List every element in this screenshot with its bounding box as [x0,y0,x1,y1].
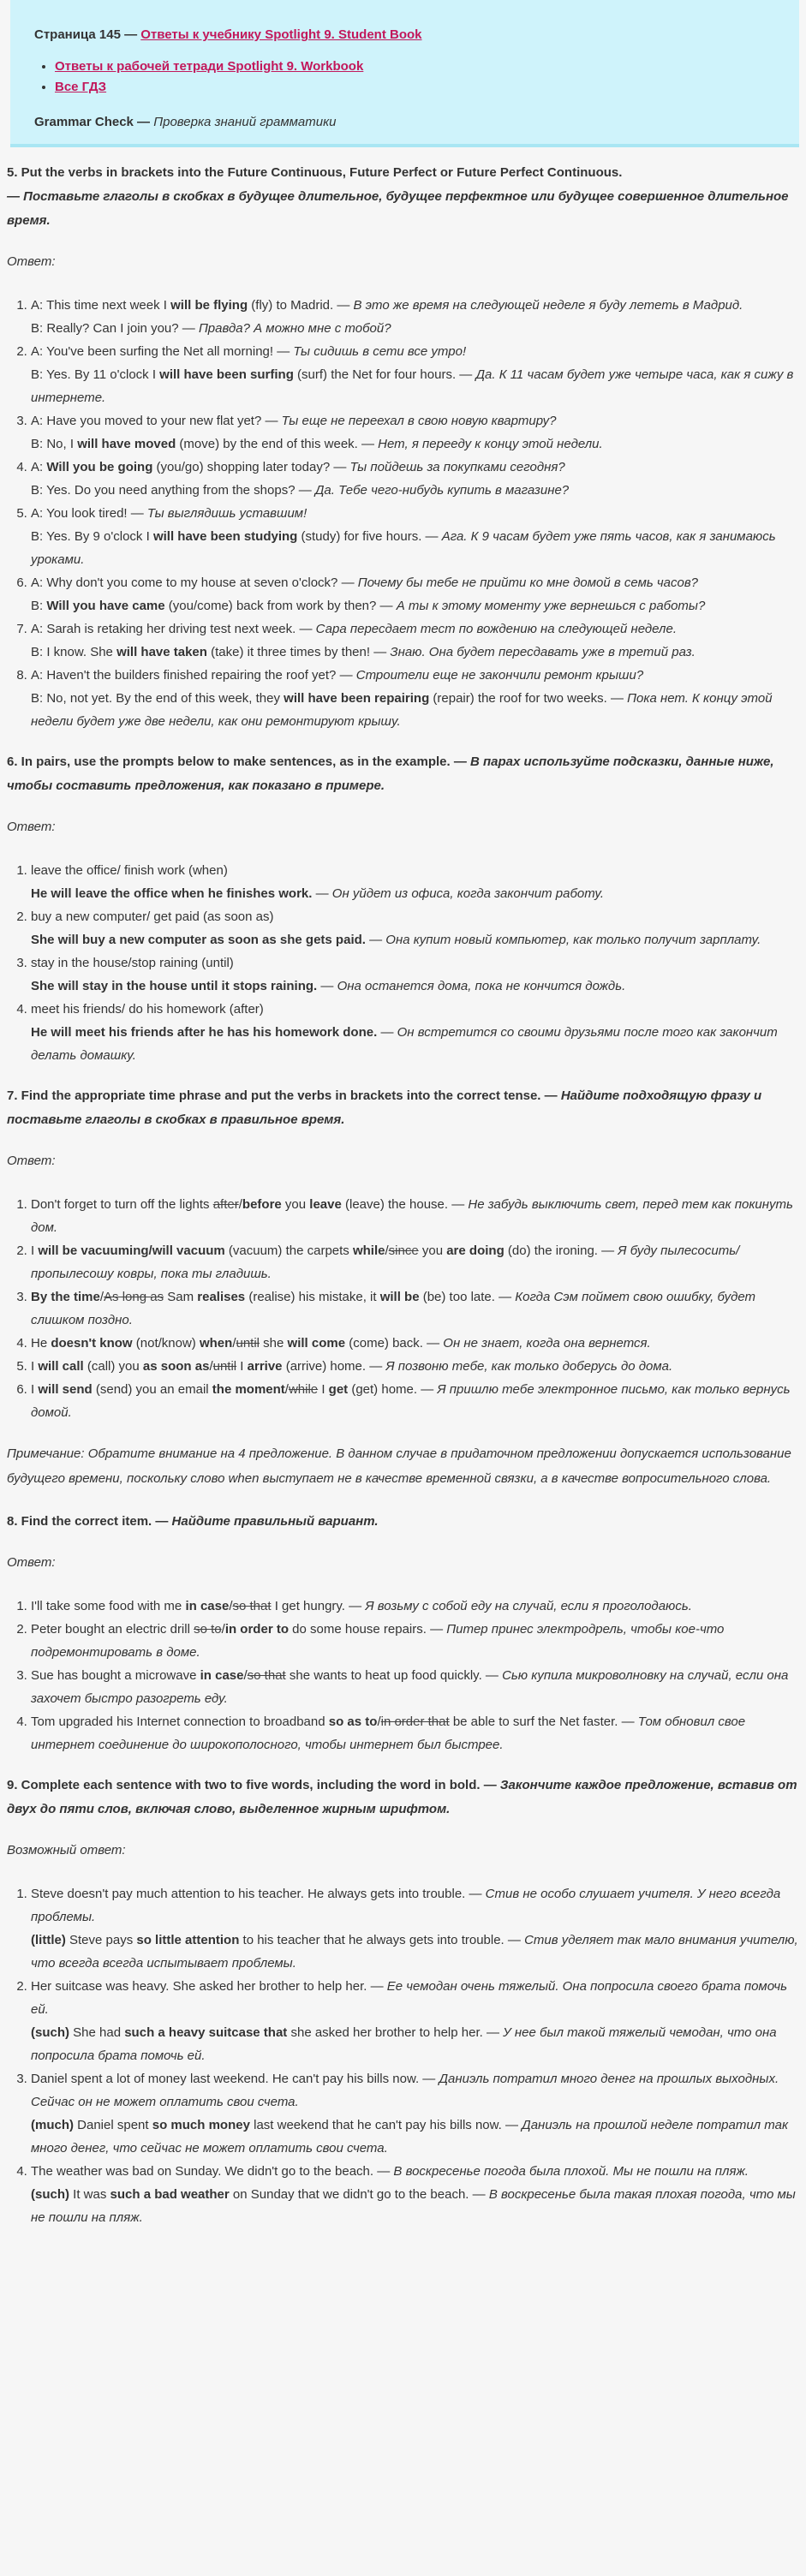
link-all-gdz[interactable]: Все ГДЗ [55,80,107,94]
text: The weather was bad on Sunday. We didn't go to the beach. — [31,2164,394,2179]
answer-word: as soon as [142,1359,210,1374]
text: B: No, I [31,437,78,451]
answer-word: arrive [247,1359,283,1374]
answer-line [31,975,799,998]
list-item [31,617,799,664]
original-sentence [31,1882,799,1929]
original-sentence [31,2160,799,2183]
answer-label: Возможный ответ: [7,1843,126,1857]
text: / [284,1382,289,1397]
crossed-out-word: so to [194,1622,222,1637]
crossed-out-word: As long as [104,1290,164,1304]
text: I get hungry. — [271,1599,366,1613]
text: I [31,1243,39,1258]
task-title-ru: В парах используйте подсказки, данные ниже, чтобы составить предложения, как показано в примере. [7,754,774,793]
list-item [31,571,799,617]
translation: Стив уделяет так мало внимания учителю, что всегда всегда испытывает проблемы. [31,1933,798,1971]
translation: Ага. К 9 часам будет уже пять часов, как я занимаюсь уроками. [31,529,776,567]
text: (fly) to Madrid. — [248,298,354,313]
text: to his teacher that he always gets into trouble. — [239,1933,525,1947]
translation: Пока нет. К концу этой недели будет уже две недели, как они ремонтируют крышу. [31,691,773,729]
answer-word: By the time [31,1290,100,1304]
answer-list [7,859,799,1067]
text: A: Why don't you come to my house at seven o'clock? — [31,575,358,590]
list-item [31,2160,799,2229]
text: / [377,1714,381,1729]
translation: А ты к этому моменту уже вернешься с работы? [396,599,706,613]
text: / [221,1622,225,1637]
line-b [31,687,799,733]
prompt: 4. meet his friends/ do his homework (after) [31,1002,264,1017]
translation: В воскресенье была такая плохая погода, что мы не пошли на пляж. [31,2187,796,2225]
answer-label: Ответ: [7,1555,56,1570]
text: A: [31,460,47,474]
answer-line [31,928,799,951]
task-8 [7,1510,799,1756]
text: (realise) his mistake, it [245,1290,380,1304]
answer-label: Ответ: [7,1154,56,1168]
list-item [31,1355,799,1378]
text: Daniel spent [74,2118,152,2132]
rewritten-sentence [31,1929,799,1975]
list-item [55,57,782,77]
answer-sentence: He will meet his friends after he has his homework done. [31,1025,378,1040]
text: Don't forget to turn off the lights [31,1197,213,1212]
list-item [31,998,799,1067]
translation: Он не знает, когда она вернется. [443,1336,651,1351]
grammar-check-title [34,113,782,132]
translation: Она купит новый компьютер, как только получит зарплату. [385,933,761,947]
line-a [31,664,799,687]
task-title-ru: Закончите каждое предложение, вставив от двух до пяти слов, включая слово, выделенное жирным шрифтом. [7,1778,797,1816]
translation: Даниэль потратил много денег на прошлых выходных. Сейчас он не может оплатить свои счета. [31,2072,779,2109]
text: (arrive) home. — [282,1359,386,1374]
line-a [31,456,799,479]
page-label: Страница 145 — [34,27,138,42]
answer-phrase: so much money [152,2118,250,2132]
text: (you/go) shopping later today? — [152,460,350,474]
task-7 [7,1084,799,1491]
text: she [260,1336,288,1351]
list-item [55,77,782,98]
text: / [229,1599,233,1613]
text: B: Yes. By 11 o'clock I [31,367,160,382]
text: — [377,1025,397,1040]
prompt: 3. stay in the house/stop raining (until) [31,956,234,970]
answer-phrase: so little attention [136,1933,240,1947]
task-title-en: 8. Find the correct item. — [7,1514,169,1529]
translation: Ее чемодан очень тяжелый. Она попросила своего брата помочь ей. [31,1979,788,2017]
text: on Sunday that we didn't go to the beach. — [229,2187,489,2202]
answer-word: while [352,1243,385,1258]
list-item [31,1710,799,1756]
prompt: 2. buy a new computer/ get paid (as soon as) [31,909,274,924]
list-item [31,905,799,951]
task-heading [7,161,799,233]
text: / [385,1243,389,1258]
translation: Я позвоню тебе, как только доберусь до дома. [385,1359,673,1374]
list-item [31,340,799,409]
answer-phrase: such a heavy suitcase that [124,2025,288,2040]
list-item [31,502,799,571]
crossed-out-word: so that [247,1668,286,1683]
translation: Сара пересдает тест по вождению на следующей неделе. [315,622,677,636]
text: Steve doesn't pay much attention to his teacher. He always gets into trouble. — [31,1887,486,1901]
text: (move) by the end of this week. — [176,437,379,451]
line-a [31,502,799,525]
task-heading [7,1774,799,1822]
translation: Даниэль на прошлой неделе потратил так много денег, что сейчас не может оплатить свои счета. [31,2118,789,2156]
list-item [31,1193,799,1239]
list-item [31,409,799,456]
text: B: I know. She [31,645,117,659]
text: A: You look tired! — [31,506,147,521]
text: Her suitcase was heavy. She asked her brother to help her. — [31,1979,387,1994]
text: B: Really? Can I join you? — [31,321,199,336]
translation: Ты выглядишь уставшим! [146,506,307,521]
answer-word: doesn't know [51,1336,133,1351]
text: she wants to heat up food quickly. — [285,1668,503,1683]
key-word: (such) [31,2187,69,2202]
link-student-book[interactable]: Ответы к учебнику Spotlight 9. Student Book [140,27,422,42]
answer-word: are doing [446,1243,504,1258]
text: she asked her brother to help her. — [287,2025,504,2040]
text: Sue has bought a microwave [31,1668,200,1683]
text: A: Haven't the builders finished repairing the roof yet? — [31,668,356,683]
text: / [238,1197,242,1212]
translation: Я буду пылесосить/пропылесошу ковры, пока ты гладишь. [31,1243,740,1281]
text: (repair) the roof for two weeks. — [429,691,628,706]
task-title-ru: — Поставьте глаголы в скобках в будущее длительное, будущее перфектное или будущее совершенное длительное время. [7,189,789,228]
text: (call) you [83,1359,143,1374]
translation: Стив не особо слушает учителя. У него всегда проблемы. [31,1887,781,1924]
task-6 [7,750,799,1067]
answer-phrase: such a bad weather [110,2187,230,2202]
translation: Он встретится со своими друзьями после того как закончит делать домашку. [31,1025,778,1063]
text: (send) you an email [92,1382,212,1397]
text: A: Have you moved to your new flat yet? — [31,414,282,428]
line-b [31,594,799,617]
text: / [99,1290,104,1304]
line-b [31,363,799,409]
text: I'll take some food with me [31,1599,186,1613]
translation: Правда? А можно мне с тобой? [198,321,391,336]
list-item [31,859,799,905]
task-title-en: 7. Find the appropriate time phrase and put the verbs in brackets into the correct tense. — [7,1088,558,1103]
text: — [365,933,386,947]
crossed-out-word: since [388,1243,419,1258]
answer-verb: will have been repairing [284,691,430,706]
text: be able to surf the Net faster. — [449,1714,638,1729]
answer-word: will be [379,1290,420,1304]
list-item [31,456,799,502]
answer-word: before [242,1197,282,1212]
list-item [31,1285,799,1332]
related-links [34,57,782,98]
key-word: (such) [31,2025,69,2040]
crossed-out-word: while [288,1382,319,1397]
answer-verb: will have taken [116,645,207,659]
answer-verb: Will you be going [46,460,153,474]
translation: У нее был такой тяжелый чемодан, что она попросила брата помочь ей. [31,2025,777,2063]
translation: Почему бы тебе не прийти ко мне домой в семь часов? [357,575,699,590]
text: A: Sarah is retaking her driving test next week. — [31,622,316,636]
text: (not/know) [132,1336,200,1351]
answer-word: leave [309,1197,342,1212]
text: I [318,1382,329,1397]
answer-list [7,1595,799,1756]
key-word: (much) [31,2118,74,2132]
list-item [31,1378,799,1424]
list-item [31,664,799,733]
text: He [31,1336,51,1351]
rewritten-sentence [31,2021,799,2067]
line-b [31,641,799,664]
text: last weekend that he can't pay his bills now. — [249,2118,522,2132]
answer-sentence: She will buy a new computer as soon as she gets paid. [31,933,366,947]
answer-list [7,1193,799,1424]
answer-line [31,1021,799,1067]
answer-word: so as to [328,1714,378,1729]
text: B: Yes. Do you need anything from the shops? — [31,483,315,498]
translation: Да. К 11 часам будет уже четыре часа, как я сижу в интернете. [31,367,794,405]
text: (study) for five hours. — [297,529,442,544]
text: (be) too late. — [419,1290,516,1304]
list-item [31,2067,799,2160]
answer-label: Ответ: [7,254,56,269]
rewritten-sentence [31,2183,799,2229]
list-item [31,1618,799,1664]
text: (come) back. — [345,1336,444,1351]
answer-verb: Will you have came [46,599,165,613]
text: (take) it three times by then! — [206,645,391,659]
translation: Нет, я перееду к концу этой недели. [378,437,603,451]
prompt: 1. leave the office/ finish work (when) [31,863,228,878]
translation: Я возьму с собой еду на случай, если я проголодаюсь. [365,1599,692,1613]
link-workbook[interactable]: Ответы к рабочей тетради Spotlight 9. Workbook [55,59,364,74]
translation: Ты еще не переехал в свою новую квартиру? [281,414,557,428]
note: Примечание: Обратите внимание на 4 предложение. В данном случае в придаточном предложении допускается использование будущего времени, поскольку слово when выступает не в качестве временной связки, а в качестве вопросительного слова. [7,1446,791,1486]
list-item [31,1239,799,1285]
line-b [31,479,799,502]
translation: Она останется дома, пока не кончится дождь. [337,979,626,993]
text: (you/come) back from work by then? — [164,599,397,613]
answer-list [7,1882,799,2229]
answer-verb: will be flying [170,298,248,313]
answer-word: in case [185,1599,230,1613]
text: you [418,1243,447,1258]
text: B: Yes. By 9 o'clock I [31,529,153,544]
text: Sam [164,1290,198,1304]
translation: Знаю. Она будет пересдавать уже в третий раз. [390,645,696,659]
key-word: (little) [31,1933,66,1947]
info-box [10,0,799,147]
list-item [31,1664,799,1710]
translation: Том обновил свое интернет соединение до широкополосного, чтобы интернет был быстрее. [31,1714,746,1752]
text: — [317,979,337,993]
answer-word: in order to [224,1622,289,1637]
text: / [243,1668,248,1683]
list-item [31,1595,799,1618]
task-9 [7,1774,799,2229]
translation: Да. Тебе чего-нибудь купить в магазине? [314,483,570,498]
translation: Не забудь выключить свет, перед тем как покинуть дом. [31,1197,793,1235]
text: (get) home. — [348,1382,438,1397]
answer-verb: will have moved [77,437,176,451]
text: Peter bought an electric drill [31,1622,194,1637]
translation: Он уйдет из офиса, когда закончит работу. [331,886,605,901]
text: do some house repairs. — [288,1622,447,1637]
text: I [236,1359,248,1374]
list-item [31,1882,799,1975]
text: / [209,1359,213,1374]
crossed-out-word: after [212,1197,239,1212]
answer-sentence: He will leave the office when he finishes work. [31,886,313,901]
original-sentence [31,2067,799,2114]
text: I [31,1382,39,1397]
answer-word: will send [38,1382,93,1397]
answer-verb: will have been surfing [159,367,294,382]
text: Daniel spent a lot of money last weekend. He can't pay his bills now. — [31,2072,439,2086]
task-title-ru: Найдите правильный вариант. [171,1514,379,1529]
line-b [31,525,799,571]
crossed-out-word: until [212,1359,237,1374]
answer-word: when [199,1336,233,1351]
crossed-out-word: so that [232,1599,272,1613]
task-heading [7,750,799,798]
text: A: This time next week I [31,298,171,313]
answer-word: will call [38,1359,84,1374]
translation: Ты пойдешь за покупками сегодня? [349,460,565,474]
task-title-ru: Найдите подходящую фразу и поставьте глаголы в скобках в правильное время. [7,1088,762,1127]
answer-word: will be vacuuming/will vacuum [38,1243,225,1258]
text: (surf) the Net for four hours. — [293,367,476,382]
text: B: No, not yet. By the end of this week, they [31,691,284,706]
list-item [31,1332,799,1355]
text: (leave) the house. — [341,1197,469,1212]
answer-word: realises [197,1290,246,1304]
crossed-out-word: in order that [380,1714,450,1729]
task-title-en: 6. In pairs, use the prompts below to make sentences, as in the example. — [7,754,467,769]
translation: Сью купила микроволновку на случай, если она захочет быстро разогреть еду. [31,1668,789,1706]
text: I [31,1359,39,1374]
grammar-check-label: Grammar Check — [34,115,151,129]
text: She had [69,2025,125,2040]
task-5 [7,161,799,733]
list-item [31,294,799,340]
line-b [31,317,799,340]
translation: В это же время на следующей неделе я буду лететь в Мадрид. [353,298,743,313]
list-item [31,951,799,998]
grammar-check-subtitle: Проверка знаний грамматики [153,115,337,129]
text: A: You've been surfing the Net all morning! — [31,344,294,359]
task-title-en: 5. Put the verbs in brackets into the Future Continuous, Future Perfect or Future Perfect Continuous. [7,165,623,180]
task-heading [7,1084,799,1132]
text: B: [31,599,47,613]
list-item [31,1975,799,2067]
translation: В воскресенье погода была плохой. Мы не пошли на пляж. [393,2164,749,2179]
line-a [31,571,799,594]
translation: Строители еще не закончили ремонт крыши? [355,668,644,683]
rewritten-sentence [31,2114,799,2160]
text: Steve pays [65,1933,137,1947]
answer-word: in case [200,1668,244,1683]
line-a [31,294,799,317]
text: you [281,1197,310,1212]
answer-verb: will have been studying [152,529,298,544]
text: (do) the ironing. — [504,1243,618,1258]
text: Tom upgraded his Internet connection to broadband [31,1714,329,1729]
task-title-en: 9. Complete each sentence with two to five words, including the word in bold. — [7,1778,497,1792]
text: It was [69,2187,110,2202]
text: / [232,1336,236,1351]
answer-sentence: She will stay in the house until it stops raining. [31,979,318,993]
text: — [312,886,332,901]
translation: Я пришлю тебе электронное письмо, как только вернусь домой. [31,1382,791,1420]
answer-list [7,294,799,733]
answer-word: the moment [212,1382,285,1397]
task-heading [7,1510,799,1534]
translation: Когда Сэм поймет свою ошибку, будет слишком поздно. [31,1290,756,1327]
text: (vacuum) the carpets [224,1243,353,1258]
answer-word: get [328,1382,349,1397]
page-line [34,26,782,45]
answer-label: Ответ: [7,820,56,834]
translation: Питер принес электродрель, чтобы кое-что подремонтировать в доме. [31,1622,725,1660]
translation: Ты сидишь в сети все утро! [293,344,467,359]
original-sentence [31,1975,799,2021]
answer-line [31,882,799,905]
line-b [31,432,799,456]
crossed-out-word: until [236,1336,260,1351]
line-a [31,617,799,641]
answer-word: will come [287,1336,346,1351]
line-a [31,409,799,432]
line-a [31,340,799,363]
